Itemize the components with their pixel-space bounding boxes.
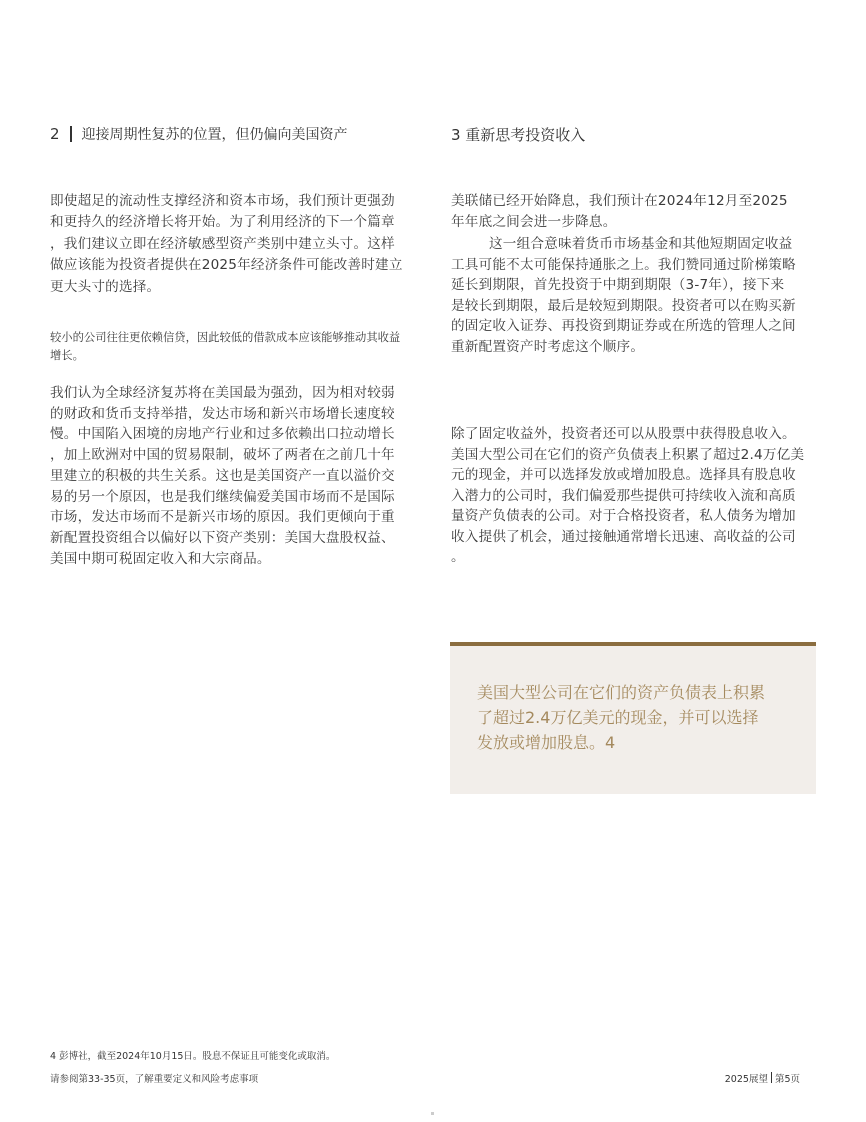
text-line: 重新配置资产时考虑这个顺序。 (451, 338, 645, 355)
text-line: 市场，发达市场而不是新兴市场的原因。我们更倾向于重 (50, 509, 395, 526)
section-title: 迎接周期性复苏的位置，但仍偏向美国资产 (81, 127, 348, 143)
footnote: 4 彭博社，截至2024年10月15日。股息不保证且可能变化或取消。 (50, 1051, 336, 1062)
publication-name: 2025展望 (724, 1074, 768, 1085)
text-line: 发放或增加股息。4 (477, 733, 616, 752)
left-paragraph-1 (50, 191, 403, 298)
text-line: 和更持久的经济增长将开始。为了利用经济的下一个篇章 (50, 214, 395, 231)
text-line: 。 (451, 549, 465, 565)
text-line: 了超过2.4万亿美元的现金，并可以选择 (477, 708, 759, 727)
text-line: 里建立的积极的共生关系。这也是美国资产一直以溢价交 (50, 467, 395, 484)
text-line: 这一组合意味着货币市场基金和其他短期固定收益 (489, 236, 793, 252)
text-line: 美国中期可税固定收入和大宗商品。 (50, 550, 271, 567)
disclaimer: 请参阅第33-35页，了解重要定义和风险考虑事项 (50, 1074, 259, 1085)
divider (70, 126, 72, 142)
pull-quote (450, 642, 816, 794)
right-paragraph-2 (451, 234, 796, 357)
section-2-heading (50, 124, 348, 144)
text-line: 量资产负债表的公司。对于合格投资者，私人债务为增加 (451, 508, 796, 524)
page-marker-dot (431, 1112, 434, 1115)
text-line: ，我们建议立即在经济敏感型资产类别中建立头寸。这样 (50, 235, 395, 252)
section-number: 2 (50, 125, 60, 143)
text-line: 收入提供了机会，通过接触通常增长迅速、高收益的公司 (451, 528, 796, 545)
section-3-heading: 3 重新思考投资收入 (451, 126, 586, 144)
right-paragraph-1 (451, 191, 788, 234)
text-line: 的财政和货币支持举措，发达市场和新兴市场增长速度较 (50, 405, 395, 422)
text-line: 元的现金，并可以选择发放或增加股息。选择具有股息收 (451, 467, 796, 483)
divider (771, 1072, 772, 1083)
text-line: 美联储已经开始降息，我们预计在2024年12月至2025 (451, 193, 788, 209)
right-paragraph-3 (451, 424, 804, 568)
text-line: 易的另一个原因，也是我们继续偏爱美国市场而不是国际 (50, 488, 395, 505)
text-line: 的固定收入证券、再投资到期证券或在所选的管理人之间 (451, 318, 796, 334)
text-line: 年年底之间会进一步降息。 (451, 214, 617, 231)
text-line: 是较长到期限，最后是较短到期限。投资者可以在购买新 (451, 297, 796, 314)
text-line: 较小的公司往往更依赖信贷，因此较低的借款成本应该能够推动其收益 (50, 331, 401, 344)
page-info (725, 1071, 800, 1085)
text-line: 入潜力的公司时，我们偏爱那些提供可持续收入流和高质 (451, 487, 796, 504)
text-line: 增长。 (50, 349, 84, 362)
text-line: 做应该能为投资者提供在2025年经济条件可能改善时建立 (50, 257, 403, 274)
text-line: 我们认为全球经济复苏将在美国最为强劲，因为相对较弱 (50, 385, 395, 401)
pull-quote-text (477, 680, 765, 755)
text-line: 工具可能不太可能保持通胀之上。我们赞同通过阶梯策略 (451, 256, 796, 273)
text-line: ，加上欧洲对中国的贸易限制，破坏了两者在之前几十年 (50, 447, 395, 464)
text-line: 延长到期限，首先投资于中期到期限（3-7年），接下来 (451, 277, 785, 293)
text-line: 美国大型公司在它们的资产负债表上积累了超过2.4万亿美 (451, 446, 805, 463)
text-line: 美国大型公司在它们的资产负债表上积累 (477, 683, 766, 702)
text-line: 除了固定收益外，投资者还可以从股票中获得股息收入。 (451, 426, 796, 442)
left-paragraph-2 (50, 383, 395, 569)
text-line: 即使超足的流动性支撑经济和资本市场，我们预计更强劲 (50, 193, 395, 209)
text-line: 慢。中国陷入困境的房地产行业和过多依赖出口拉动增长 (50, 426, 395, 443)
text-line: 更大头寸的选择。 (50, 278, 161, 295)
left-note (50, 329, 400, 365)
text-line: 新配置投资组合以偏好以下资产类别：美国大盘股权益、 (50, 529, 395, 546)
page-number: 第5页 (774, 1074, 800, 1085)
